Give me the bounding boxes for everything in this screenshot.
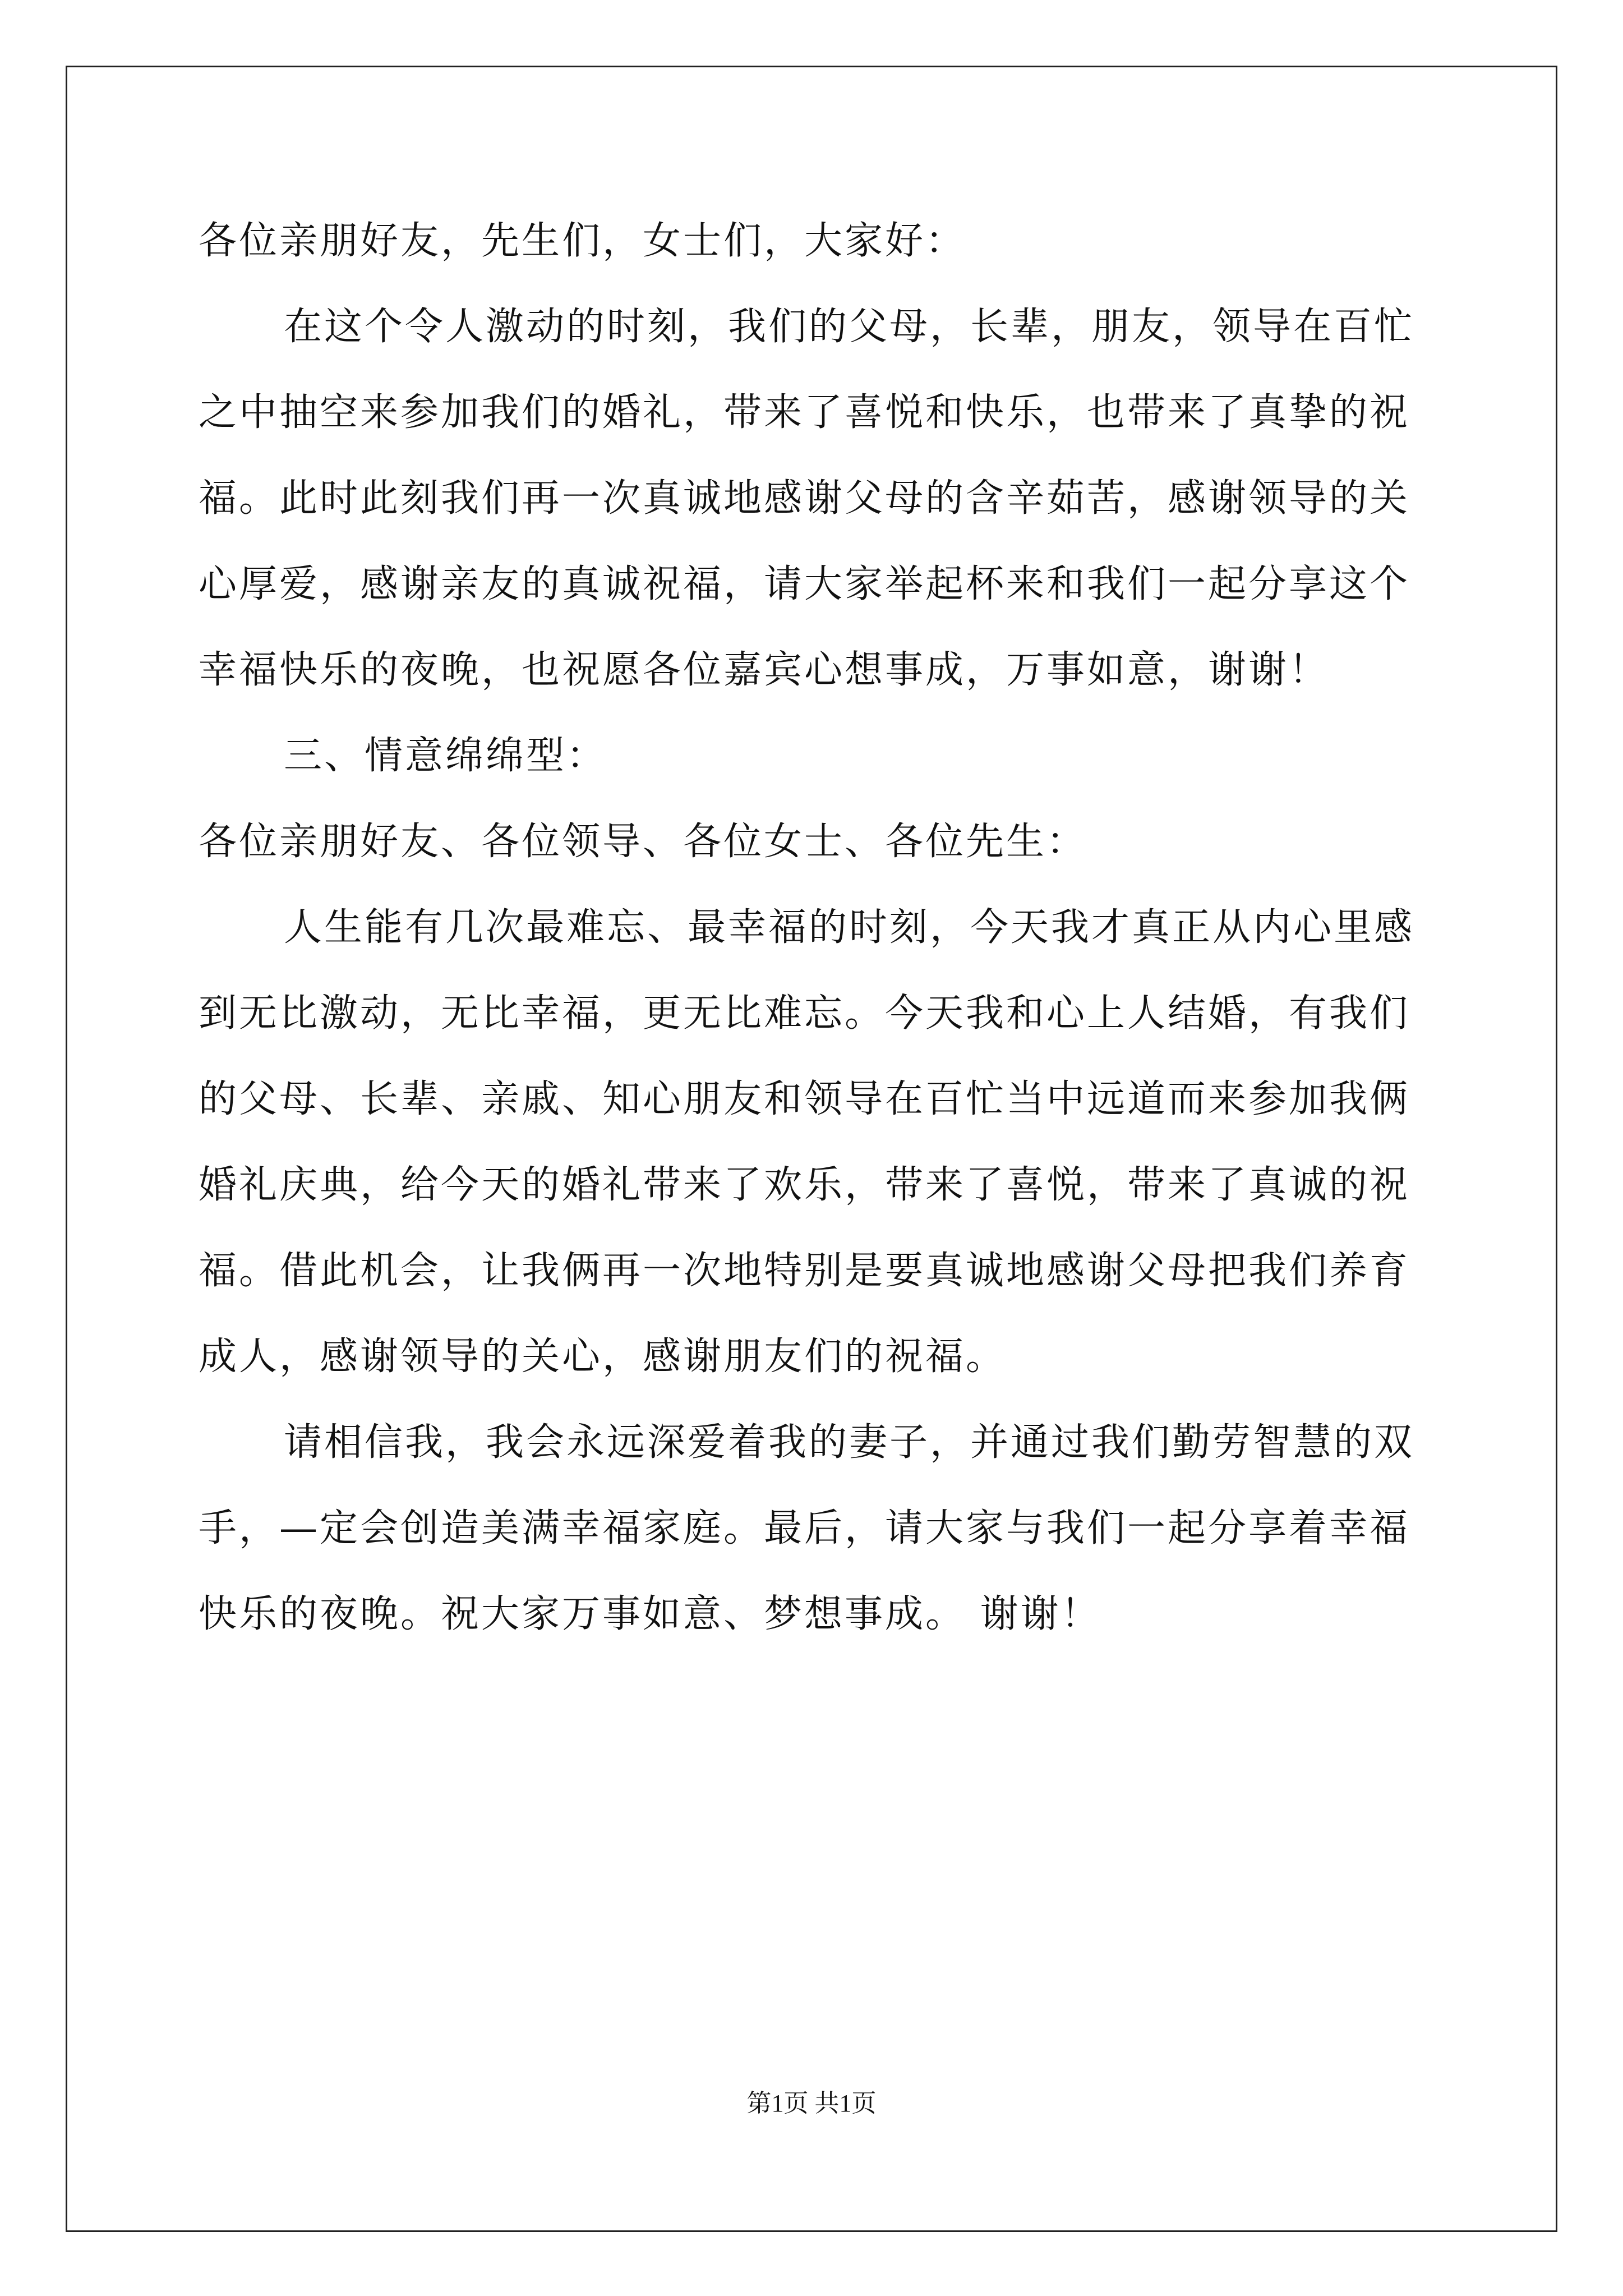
- text-line: 到无比激动，无比幸福，更无比难忘。今天我和心上人结婚，有我们: [199, 991, 1410, 1036]
- text-line: 福。借此机会，让我俩再一次地特别是要真诚地感谢父母把我们养育: [199, 1249, 1410, 1293]
- text-line: 人生能有几次最难忘、最幸福的时刻，今天我才真正从内心里感: [284, 905, 1415, 950]
- text-line: 快乐的夜晚。祝大家万事如意、梦想事成。 谢谢！: [199, 1592, 1101, 1636]
- text-line: 福。此时此刻我们再一次真诚地感谢父母的含辛茹苦，感谢领导的关: [199, 476, 1410, 521]
- text-line: 婚礼庆典，给今天的婚礼带来了欢乐，带来了喜悦，带来了真诚的祝: [199, 1163, 1410, 1207]
- text-line: 手，—定会创造美满幸福家庭。最后，请大家与我们一起分享着幸福: [199, 1506, 1410, 1550]
- text-line: 各位亲朋好友、各位领导、各位女士、各位先生：: [199, 820, 1087, 864]
- page-footer: 第1页 共1页: [746, 2090, 877, 2117]
- text-line: 之中抽空来参加我们的婚礼，带来了喜悦和快乐，也带来了真挚的祝: [199, 390, 1410, 435]
- text-line: 请相信我，我会永远深爱着我的妻子，并通过我们勤劳智慧的双: [284, 1420, 1415, 1465]
- text-line: 的父母、长辈、亲戚、知心朋友和领导在百忙当中远道而来参加我俩: [199, 1077, 1410, 1121]
- text-line: 在这个令人激动的时刻，我们的父母，长辈，朋友，领导在百忙: [284, 305, 1415, 349]
- text-line: 成人，感谢领导的关心，感谢朋友们的祝福。: [199, 1335, 1007, 1379]
- section-heading: 三、情意绵绵型：: [284, 734, 607, 778]
- text-line: 心厚爱，感谢亲友的真诚祝福，请大家举起杯来和我们一起分享这个: [199, 562, 1410, 606]
- text-line: 各位亲朋好友，先生们，女士们，大家好：: [199, 219, 966, 263]
- text-line: 幸福快乐的夜晚，也祝愿各位嘉宾心想事成，万事如意，谢谢！: [199, 648, 1330, 692]
